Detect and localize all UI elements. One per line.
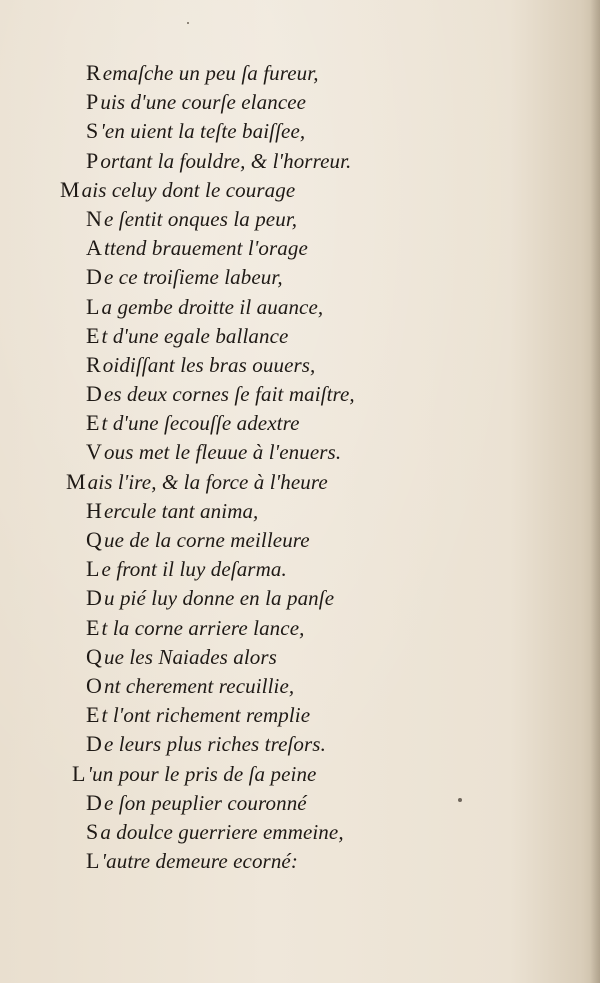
poem-line — [0, 496, 600, 525]
initial-letter: L — [86, 293, 100, 319]
line-text: ous met le fleuue à l'enuers. — [104, 440, 342, 465]
initial-letter: E — [86, 322, 100, 348]
poem-line — [0, 87, 600, 116]
line-text: ue les Naiades alors — [104, 644, 277, 669]
poem-line — [0, 116, 600, 145]
line-text: ais l'ire, & la force à l'heure — [87, 469, 328, 494]
line-text: uis d'une courſe elancee — [100, 90, 307, 115]
initial-letter: R — [86, 351, 101, 377]
initial-letter: L — [86, 848, 100, 874]
initial-letter: P — [86, 89, 99, 115]
initial-letter: D — [86, 585, 102, 611]
line-text: 'autre demeure ecorné: — [101, 849, 298, 874]
initial-letter: Q — [86, 643, 102, 669]
line-text: ais celuy dont le courage — [81, 177, 296, 202]
initial-letter: E — [86, 702, 100, 728]
poem-line — [0, 700, 600, 729]
poem-line — [0, 350, 600, 379]
poem-line — [0, 321, 600, 350]
line-text: ercule tant anima, — [104, 498, 259, 523]
line-text: t d'une egale ballance — [101, 323, 289, 348]
line-text: es deux cornes ſe fait maiſtre, — [104, 382, 355, 407]
poem-line — [0, 467, 600, 496]
initial-letter: S — [86, 118, 99, 144]
initial-letter: D — [86, 731, 102, 757]
initial-letter: L — [72, 760, 86, 786]
initial-letter: D — [86, 789, 102, 815]
line-text: emaſche un peu ſa fureur, — [102, 61, 319, 85]
poem-text — [0, 58, 600, 875]
initial-letter: N — [86, 205, 102, 231]
poem-line — [0, 525, 600, 554]
initial-letter: L — [86, 556, 100, 582]
initial-letter: O — [86, 672, 102, 698]
poem-line — [0, 233, 600, 262]
line-text: a doulce guerriere emmeine, — [100, 819, 344, 844]
initial-letter: Q — [86, 527, 102, 552]
poem-line — [0, 583, 600, 612]
initial-letter: D — [86, 264, 102, 290]
poem-line — [0, 554, 600, 583]
poem-line — [0, 817, 600, 846]
line-text: 'en uient la teſte baiſſee, — [100, 119, 306, 144]
initial-letter: V — [86, 439, 102, 465]
line-text: e ſon peuplier couronné — [104, 790, 307, 815]
ink-speck — [458, 798, 462, 802]
line-text: t d'une ſecouſſe adextre — [101, 411, 300, 436]
line-text: a gembe droitte il auance, — [101, 294, 324, 319]
line-text: e front il luy deſarma. — [101, 557, 287, 582]
poem-line — [0, 146, 600, 175]
initial-letter: M — [60, 176, 80, 202]
poem-line — [0, 175, 600, 204]
line-text: ue de la corne meilleure — [104, 528, 310, 552]
line-text: t la corne arriere lance, — [101, 615, 305, 640]
initial-letter: H — [86, 497, 102, 523]
initial-letter: E — [86, 614, 100, 640]
poem-line — [0, 379, 600, 408]
poem-line — [0, 204, 600, 233]
line-text: oidiſſant les bras ouuers, — [102, 352, 316, 377]
line-text: e ſentit onques la peur, — [104, 206, 298, 231]
poem-line — [0, 759, 600, 788]
line-text: nt cherement recuillie, — [104, 673, 295, 698]
line-text: 'un pour le pris de ſa peine — [87, 761, 317, 786]
ink-speck — [187, 22, 189, 24]
poem-line — [0, 671, 600, 700]
line-text: ttend brauement l'orage — [104, 236, 308, 261]
initial-letter: M — [66, 468, 86, 494]
line-text: e ce troiſieme labeur, — [104, 265, 283, 290]
line-text: u pié luy donne en la panſe — [104, 586, 335, 611]
poem-line — [0, 58, 600, 87]
initial-letter: D — [86, 381, 102, 407]
line-text: ortant la fouldre, & l'horreur. — [100, 148, 352, 173]
poem-line — [0, 729, 600, 758]
initial-letter: S — [86, 818, 99, 844]
initial-letter: R — [86, 60, 101, 85]
line-text: t l'ont richement remplie — [101, 703, 311, 728]
poem-line — [0, 788, 600, 817]
initial-letter: P — [86, 147, 99, 173]
line-text: e leurs plus riches treſors. — [104, 732, 326, 757]
poem-line — [0, 262, 600, 291]
poem-line — [0, 846, 600, 875]
poem-line — [0, 642, 600, 671]
initial-letter: A — [86, 235, 102, 261]
initial-letter: E — [86, 410, 100, 436]
poem-line — [0, 408, 600, 437]
poem-line — [0, 613, 600, 642]
poem-line — [0, 437, 600, 466]
poem-line — [0, 292, 600, 321]
